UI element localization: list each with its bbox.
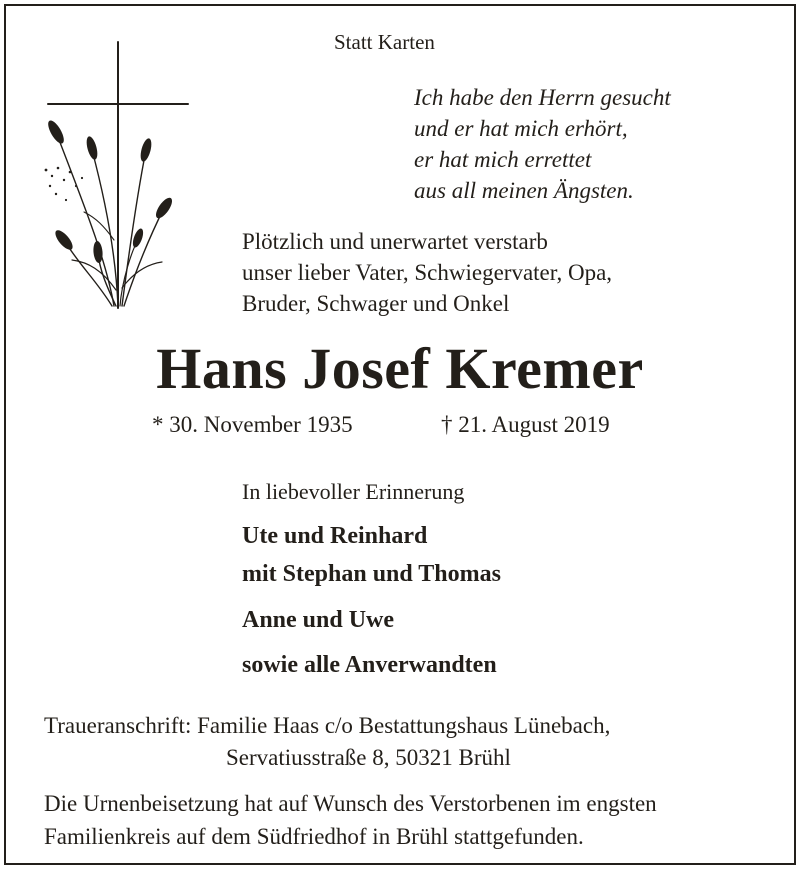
family-line: Anne und Uwe [242, 607, 395, 633]
family-line: sowie alle Anverwandten [242, 652, 497, 678]
verse-line: er hat mich errettet [414, 147, 592, 172]
intro-line: Bruder, Schwager und Onkel [242, 291, 510, 316]
verse-line: und er hat mich erhört, [414, 116, 628, 141]
burial-note-line: Die Urnenbeisetzung hat auf Wunsch des Verstorbenen im engsten [44, 791, 657, 816]
bible-verse [414, 82, 671, 206]
family-line: mit Stephan und Thomas [242, 561, 501, 587]
burial-note-line: Familienkreis auf dem Südfriedhof in Brühl stattgefunden. [44, 824, 584, 849]
cross-with-wheat-icon [36, 40, 196, 312]
verse-line: aus all meinen Ängsten. [414, 178, 634, 203]
death-date: † 21. August 2019 [441, 412, 610, 437]
memory-line: In liebevoller Erinnerung [242, 479, 465, 504]
family-line: Ute und Reinhard [242, 523, 428, 549]
intro-text [242, 226, 612, 319]
mourning-address-line: Servatiusstraße 8, 50321 Brühl [226, 745, 511, 770]
mourning-address-line: Traueranschrift: Familie Haas c/o Bestattungshaus Lünebach, [44, 713, 611, 738]
intro-line: Plötzlich und unerwartet verstarb [242, 229, 548, 254]
deceased-name: Hans Josef Kremer [156, 336, 644, 401]
intro-line: unser lieber Vater, Schwiegervater, Opa, [242, 260, 613, 285]
birth-date: * 30. November 1935 [152, 412, 353, 437]
verse-line: Ich habe den Herrn gesucht [414, 85, 671, 110]
header-statt-karten: Statt Karten [334, 30, 435, 54]
